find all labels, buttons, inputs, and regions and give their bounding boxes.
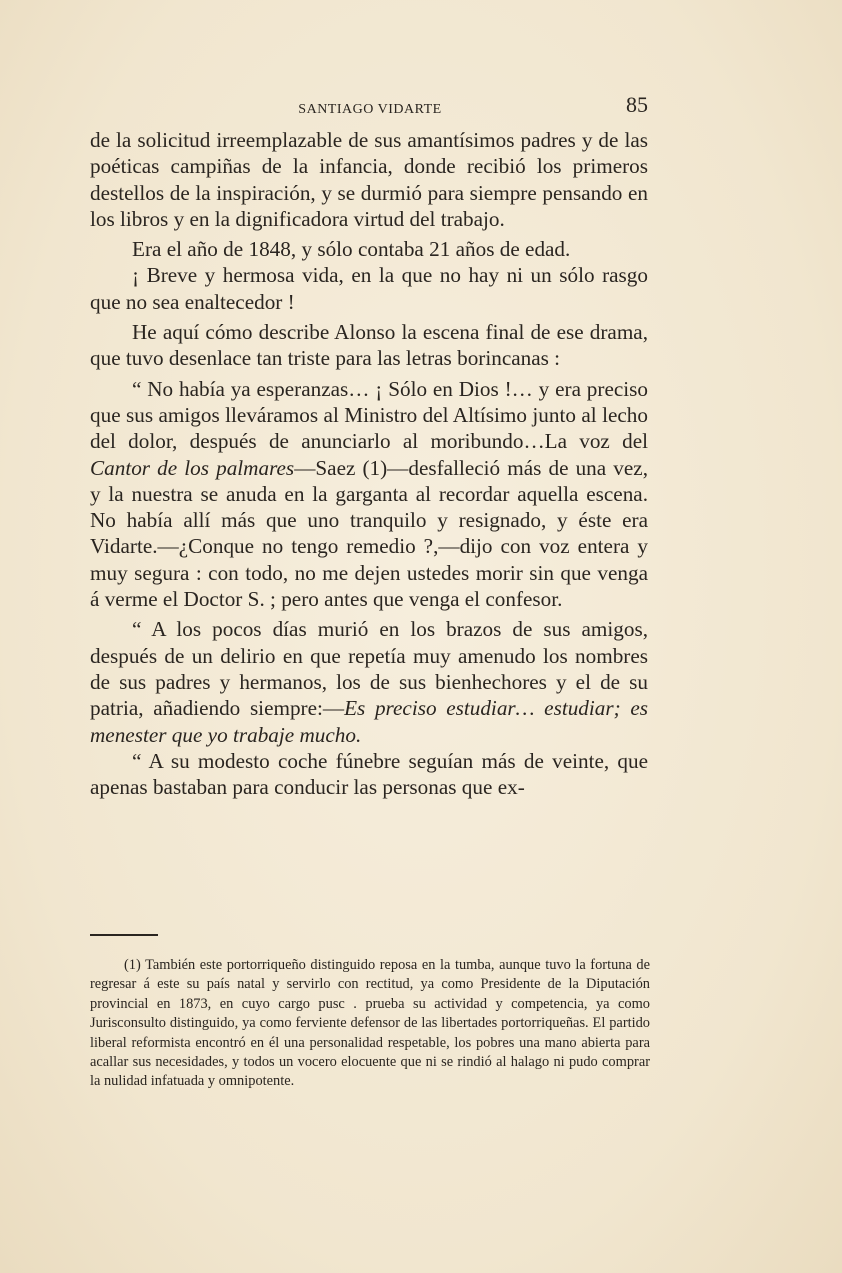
- quote-text-start: “ A los pocos días murió en los brazos de sus amigos, después de un delirio en que repetía muy amenudo los nombres de sus padres y hermanos, los de sus bienhechores y el de su patria, añadiendo siempre:—: [90, 617, 648, 721]
- body-text: [90, 127, 648, 800]
- paragraph-5-quote: [90, 376, 648, 613]
- last-words-italic: Es preciso estudiar… estudiar; es menester que yo trabaje mucho.: [90, 696, 648, 747]
- cantor-title-italic: Cantor de los palmares: [90, 455, 295, 480]
- paragraph-2: Era el año de 1848, y sólo contaba 21 años de edad.: [132, 237, 571, 262]
- paragraph-7-quote: “ A su modesto coche fúnebre seguían más de veinte, que apenas bastaban para conducir las personas que ex-: [90, 748, 648, 800]
- paragraph-6-quote: [90, 616, 648, 747]
- footnote-text: (1) También este portorriqueño distinguido reposa en la tumba, aunque tuvo la fortuna de regresar á este su país natal y servirlo con rectitud, ya como Presidente de la Diputación provincial en 1873, en cuyo cargo pusc . prueba su actividad y competencia, ya como Jurisconsulto distinguido, ya como ferviente defensor de las libertades portorriqueñas. El partido liberal reformista encontró en él una personalidad respetable, los pobres una mano abierta para acallar sus necesidades, y todos un vocero elocuente que ni se rindió al halago ni pudo comprar la nulidad infatuada y omnipotente.: [90, 957, 650, 1090]
- running-head: [90, 92, 650, 122]
- quote-text-start: “ No había ya esperanzas… ¡ Sólo en Dios !… y era preciso que sus amigos lleváramos al Ministro del Altísimo junto al lecho del dolor, después de anunciarlo al moribundo…La voz del: [90, 376, 648, 454]
- footnote-rule: [90, 934, 158, 936]
- footnote: [90, 956, 650, 1092]
- paragraph-3: ¡ Breve y hermosa vida, en la que no hay ni un sólo rasgo que no sea enaltecedor !: [90, 263, 648, 314]
- running-head-title: SANTIAGO VIDARTE: [298, 102, 442, 117]
- page-number: 85: [626, 92, 648, 117]
- quote-text-end: —Saez (1)—desfalleció más de una vez, y la nuestra se anuda en la garganta al recordar aquella escena. No había allí más que uno tranquilo y resignado, y éste era Vidarte.—¿Conque no tengo remedio ?,—dijo con voz entera y muy segura : con todo, no me dejen ustedes morir sin que venga á verme el Doctor S. ; pero antes que venga el confesor.: [90, 455, 648, 612]
- paragraph-4: He aquí cómo describe Alonso la escena final de ese drama, que tuvo desenlace tan triste para las letras borincanas :: [90, 320, 648, 371]
- paragraph-1: de la solicitud irreemplazable de sus amantísimos padres y de las poéticas campiñas de la infancia, donde recibió los primeros destellos de la inspiración, y se durmió para siempre pensando en los libros y en la dignificadora virtud del trabajo.: [90, 128, 648, 231]
